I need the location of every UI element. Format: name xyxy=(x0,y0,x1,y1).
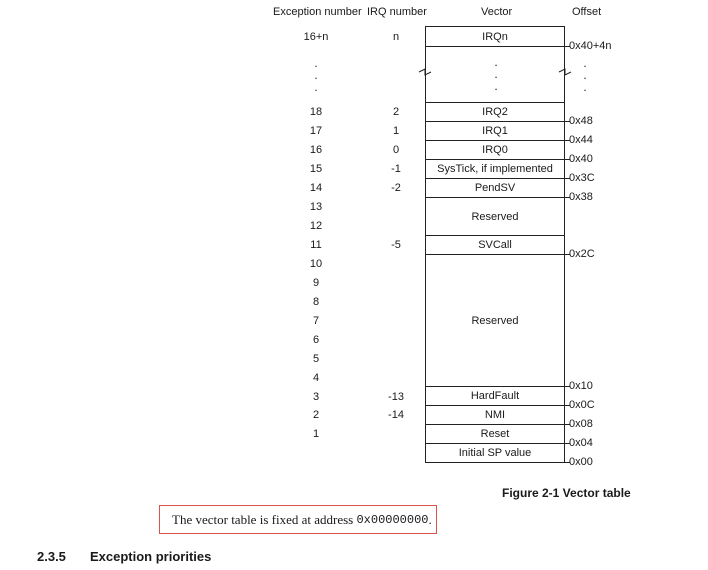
header-irq-number: IRQ number xyxy=(367,6,427,18)
note-address: 0x00000000 xyxy=(356,512,429,527)
vector-entry: IRQ1 xyxy=(425,121,565,141)
exception-number: 13 xyxy=(309,201,323,213)
exception-number: 1 xyxy=(312,428,320,440)
offset-label: 0x40+4n xyxy=(569,40,612,52)
exception-number: 6 xyxy=(312,334,320,346)
vector-entry-reserved: Reserved xyxy=(425,197,565,236)
ellipsis-dot: . xyxy=(314,68,318,82)
irq-number: -13 xyxy=(388,391,404,403)
offset-label: 0x2C xyxy=(569,248,595,260)
offset-label: 0x04 xyxy=(569,437,593,449)
vector-entry: IRQ2 xyxy=(425,102,565,122)
offset-label: 0x3C xyxy=(569,172,595,184)
offset-label: 0x44 xyxy=(569,134,593,146)
note-box xyxy=(159,505,437,534)
offset-label: 0x00 xyxy=(569,456,593,468)
exception-number: 8 xyxy=(312,296,320,308)
irq-number: 0 xyxy=(392,144,400,156)
ellipsis-dot: . xyxy=(314,56,318,70)
irq-number: -2 xyxy=(391,182,401,194)
ellipsis-dot: . xyxy=(583,56,587,70)
vector-entry: Initial SP value xyxy=(425,443,565,463)
exception-number: 3 xyxy=(312,391,320,403)
exception-number: 16 xyxy=(309,144,323,156)
irq-number: -14 xyxy=(388,409,404,421)
section-number: 2.3.5 xyxy=(37,549,66,564)
vector-gap xyxy=(425,46,565,103)
irq-number: n xyxy=(392,31,400,43)
offset-label: 0x0C xyxy=(569,399,595,411)
exception-number: 9 xyxy=(312,277,320,289)
exception-number: 7 xyxy=(312,315,320,327)
vector-entry: NMI xyxy=(425,405,565,425)
vector-entry: IRQ0 xyxy=(425,140,565,160)
exception-number: 15 xyxy=(309,163,323,175)
exception-number: 5 xyxy=(312,353,320,365)
exception-number: 18 xyxy=(309,106,323,118)
offset-label: 0x48 xyxy=(569,115,593,127)
vector-entry-reserved: Reserved xyxy=(425,254,565,387)
header-offset: Offset xyxy=(572,6,602,18)
exception-number: 4 xyxy=(312,372,320,384)
exception-number: 10 xyxy=(309,258,323,270)
vector-entry: Reset xyxy=(425,424,565,444)
vector-entry: PendSV xyxy=(425,178,565,198)
ellipsis-dot: . xyxy=(494,67,498,81)
ellipsis-dot: . xyxy=(583,80,587,94)
ellipsis-dot: . xyxy=(314,80,318,94)
vector-entry: SVCall xyxy=(425,235,565,255)
exception-number: 17 xyxy=(309,125,323,137)
offset-label: 0x08 xyxy=(569,418,593,430)
ellipsis-dot: . xyxy=(583,68,587,82)
irq-number: -1 xyxy=(391,163,401,175)
vector-entry: SysTick, if implemented xyxy=(425,159,565,179)
figure-caption: Figure 2-1 Vector table xyxy=(502,486,631,500)
break-mark-icon xyxy=(418,66,432,80)
irq-number: 1 xyxy=(392,125,400,137)
exception-number: 12 xyxy=(309,220,323,232)
vector-entry: HardFault xyxy=(425,386,565,406)
exception-number: 11 xyxy=(310,239,322,251)
note-suffix: . xyxy=(428,511,432,527)
ellipsis-dot: . xyxy=(494,79,498,93)
offset-label: 0x38 xyxy=(569,191,593,203)
vector-entry: IRQn xyxy=(425,26,565,47)
irq-number: 2 xyxy=(392,106,400,118)
irq-number: -5 xyxy=(391,239,401,251)
exception-number: 14 xyxy=(309,182,323,194)
section-title: Exception priorities xyxy=(90,549,212,564)
offset-label: 0x10 xyxy=(569,380,593,392)
offset-label: 0x40 xyxy=(569,153,593,165)
header-vector: Vector xyxy=(481,6,513,18)
ellipsis-dot: . xyxy=(494,55,498,69)
note-text: The vector table is fixed at address xyxy=(172,511,357,527)
exception-number: 2 xyxy=(312,409,320,421)
exception-number: 16+n xyxy=(303,31,329,43)
header-exception-number: Exception number xyxy=(273,6,362,18)
